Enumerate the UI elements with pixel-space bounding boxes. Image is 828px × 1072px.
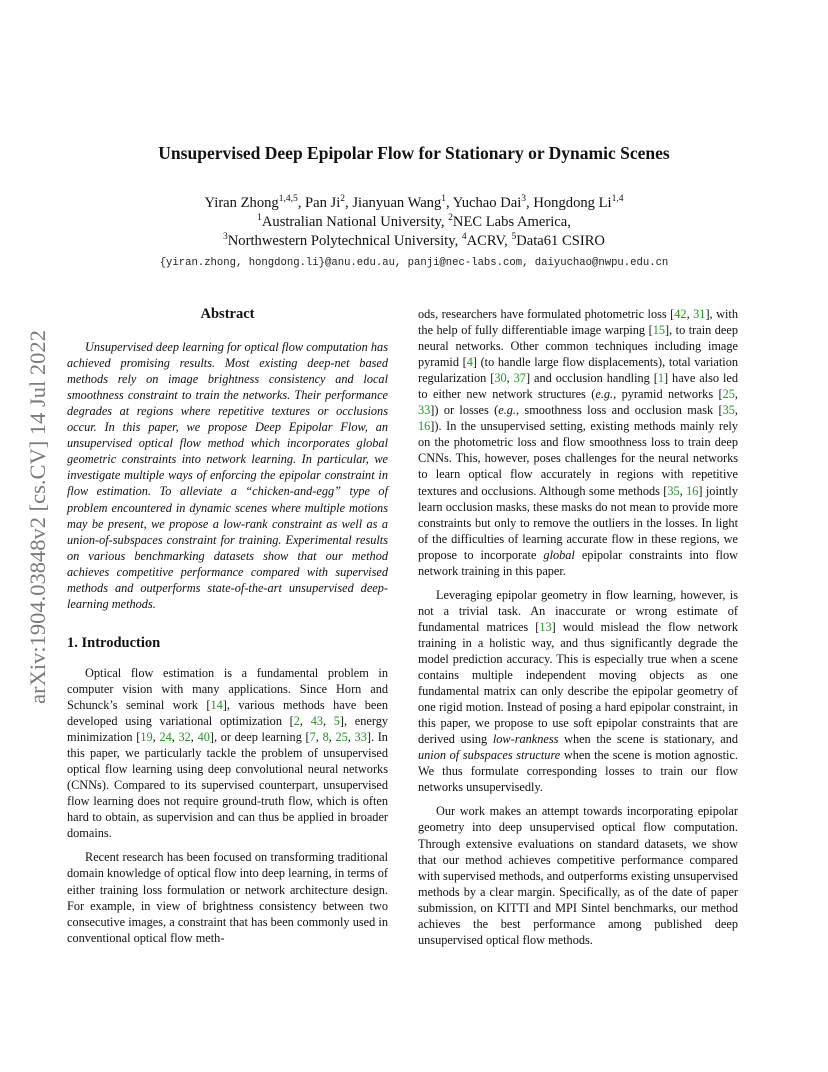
affiliation-marker: 4 [461,232,467,243]
affiliation-marker: 1 [441,194,447,205]
text-run: ] have also led to either new network structures ( [418,371,738,402]
text-run: , [299,714,311,729]
body-paragraph [67,665,388,842]
affiliations-line-2 [0,232,828,251]
affiliation-name: Data61 CSIRO [516,233,605,249]
text-run: ], various methods have been developed using variational optimization [ [67,697,388,729]
text-run: epipolar constraints into flow network training in this paper. [418,547,738,578]
affiliation-marker: 1,4,5 [278,194,298,205]
citation-link[interactable]: 25 [335,730,348,745]
text-run: ] and occlusion handling [ [525,371,658,386]
emphasis: low-rankness [492,732,559,747]
text-run: , smoothness loss and occlusion mask [ [516,403,723,418]
text-run: , [506,371,514,386]
separator: , [297,195,306,211]
body-paragraph [67,849,388,945]
body-paragraph [418,587,738,796]
right-column [418,306,738,956]
affiliation-marker: 2 [448,213,453,224]
left-column [67,306,388,954]
paper-title: Unsupervised Deep Epipolar Flow for Stationary or Dynamic Scenes [158,143,670,163]
text-run: ], or deep learning [ [209,730,310,745]
text-run: , [190,730,198,745]
citation-link[interactable]: 14 [210,697,223,712]
abstract-heading: Abstract [200,306,255,322]
citation-link[interactable]: 33 [354,730,367,745]
affiliation-marker: 3 [521,194,527,205]
text-run: , [679,483,687,498]
emphasis: union of subspaces structure [418,748,561,763]
separator: , [345,195,353,211]
citation-link[interactable]: 31 [693,307,706,321]
author-name: Jianyuan Wang [352,195,442,211]
text-run: , pyramid networks [ [613,387,723,402]
citation-link[interactable]: 19 [140,730,153,745]
citation-link[interactable]: 30 [494,371,507,386]
separator: , [446,195,453,211]
text-run: when the scene is motion agnostic. We thus formulate corresponding losses to train our flow networks unsupervisedly. [418,748,738,795]
abstract-text: Unsupervised deep learning for optical flow computation has achieved promising results. Most existing deep-net based methods rely on image brightness consistency and local smoothness constraint to train the networks. Their performance degrades at regions where repetitive textures or occlusions occur. In this paper, we propose Deep Epipolar Flow, an unsupervised optical flow method which incorporates global geometric constraints into network learning. In particular, we investigate multiple ways of enforcing the epipolar constraint in flow estimation. To alleviate a “chicken-and-egg” type of problem encountered in dynamic scenes where multiple motions may be present, we propose a low-rank constraint as well as a union-of-subspaces constraint for training. Experimental results on various benchmarking datasets show that our method achieves competitive performance compared with supervised methods and outperforms state-of-the-art unsupervised deep-learning methods. [67,340,388,611]
citation-link[interactable]: 4 [466,355,473,370]
citation-link[interactable]: 1 [657,371,665,386]
emphasis: e.g. [498,403,517,418]
affiliation-name: Australian National University [261,214,441,230]
author-name: Yuchao Dai [452,195,522,211]
separator: , [440,214,449,230]
citation-link[interactable]: 13 [539,619,552,634]
citation-link[interactable]: 37 [513,371,526,386]
text-run: ], with the help of fully differentiable image warping [ [418,307,738,338]
author-name: Hongdong Li [533,195,612,211]
text-run: , [322,714,334,729]
citation-link[interactable]: 16 [686,483,699,498]
text-run: ] jointly learn occlusion masks, these masks do not mean to provide more constraints but only to remove the outliers in the losses. In light of the difficulties of learning accurate flow in these regions, we propose to incorporate [418,483,738,562]
citation-link[interactable]: 24 [159,730,172,745]
introduction-heading: 1. Introduction [67,634,161,651]
text-run: , [152,730,160,745]
arxiv-stamp [24,297,52,737]
citation-link[interactable]: 16 [418,419,431,434]
text-run: ]) or losses ( [430,403,499,418]
text-run: Optical flow estimation is a fundamental problem in computer vision with many applications. Since Horn and Schunck’s seminal work [ [67,665,388,712]
affiliation-name: Northwestern Polytechnical University [227,233,455,249]
text-run: ], to train deep neural networks. Other common techniques including image pyramid [ [418,323,738,370]
body-paragraph [418,803,738,947]
text-run: ods, researchers have formulated photometric loss [ [418,307,675,321]
author-name: Yiran Zhong [204,195,279,211]
author-name: Pan Ji [305,195,341,211]
citation-link[interactable]: 5 [333,714,340,729]
arxiv-stamp-text: arXiv:1904.03848v2 [cs.CV] 14 Jul 2022 [25,330,50,704]
separator: , [454,233,462,249]
emphasis: e.g. [595,387,614,402]
separator: , [504,233,512,249]
text-run: when the scene is stationary, and [558,732,739,747]
affiliation-marker: 1 [257,213,262,224]
citation-link[interactable]: 25 [722,387,735,402]
text-run: , [171,730,179,745]
text-run: ] (to handle large flow displacements), total variation regularization [ [418,355,738,386]
citation-link[interactable]: 33 [418,403,431,418]
citation-link[interactable]: 8 [322,730,329,745]
text-run: ], energy minimization [ [67,714,388,745]
affiliation-marker: 3 [223,232,228,243]
affiliations-line-1 [0,213,828,232]
emphasis: global [543,547,575,562]
text-run: , [734,387,738,402]
text-run: , [686,307,694,321]
citation-link[interactable]: 7 [309,730,316,745]
separator: , [526,195,534,211]
citation-link[interactable]: 32 [178,730,191,745]
text-run: ]. In this paper, we particularly tackle the problem of unsupervised optical flow learning using deep convolutional neural networks (CNNs). Compared to its supervised counterpart, unsupervised flow learning does not require ground-truth flow, which is often hard to obtain, as supervision and can thus be applied in broader domains. [67,730,388,841]
affiliation-marker: 5 [511,232,517,243]
affiliation-marker: 2 [340,194,346,205]
text-run: , [315,730,323,745]
text-run: ] would mislead the flow network training in a holistic way, and thus significantly degrade the model prediction accuracy. This is especially true when a scene contains multiple independent moving objects as one fundamental matrix can only describe the epipolar geometry of one rigid motion. Instead of posing a hard epipolar constraint, in this paper, we propose to use soft epipolar constraints that are derived using [418,619,738,747]
citation-link[interactable]: 43 [310,714,323,729]
text-run: ]). In the unsupervised setting, existing methods mainly rely on the photometric loss and flow smoothness loss to train deep CNNs. This, however, poses challenges for the neural networks to learn optical flow accurately in regions with repetitive textures and occlusions. Although some methods [ [418,419,738,498]
author-names [0,194,828,213]
citation-link[interactable]: 2 [293,714,300,729]
affiliation-name: NEC Labs America [452,214,568,230]
text-run: Leveraging epipolar geometry in flow learning, however, is not a trivial task. An inaccurate or wrong estimate of fundamental matrices [ [418,587,738,634]
separator: , [567,214,571,230]
citation-link[interactable]: 40 [197,730,210,745]
affiliation-marker: 1,4 [611,194,624,205]
citation-link[interactable]: 35 [722,403,735,418]
author-block [0,194,828,251]
citation-link[interactable]: 15 [652,323,665,338]
citation-link[interactable]: 35 [667,483,680,498]
text-run: , [328,730,336,745]
citation-link[interactable]: 42 [674,307,687,321]
text-run: , [347,730,355,745]
text-run: Recent research has been focused on transforming traditional domain knowledge of optical flow into deep learning, in terms of either training loss formulation or network architecture design. For example, in view of brightness consistency between two consecutive images, a constraint that has been commonly used in conventional optical flow meth- [67,850,388,945]
body-paragraph [418,306,738,579]
author-emails: {yiran.zhong, hongdong.li}@anu.edu.au, panji@nec-labs.com, daiyuchao@nwpu.edu.cn [159,257,669,269]
affiliation-name: ACRV [466,233,505,249]
text-run: Our work makes an attempt towards incorporating epipolar geometry into deep unsupervised optical flow computation. Through extensive evaluations on standard datasets, we show that our method achieves competitive performance compared with supervised methods, and outperforms existing unsupervised methods by a clear margin. Specifically, as of the date of paper submission, on KITTI and MPI Sintel benchmarks, our method achieves the best performance among published deep unsupervised optical flow methods. [418,804,738,947]
text-run: , [734,403,738,418]
